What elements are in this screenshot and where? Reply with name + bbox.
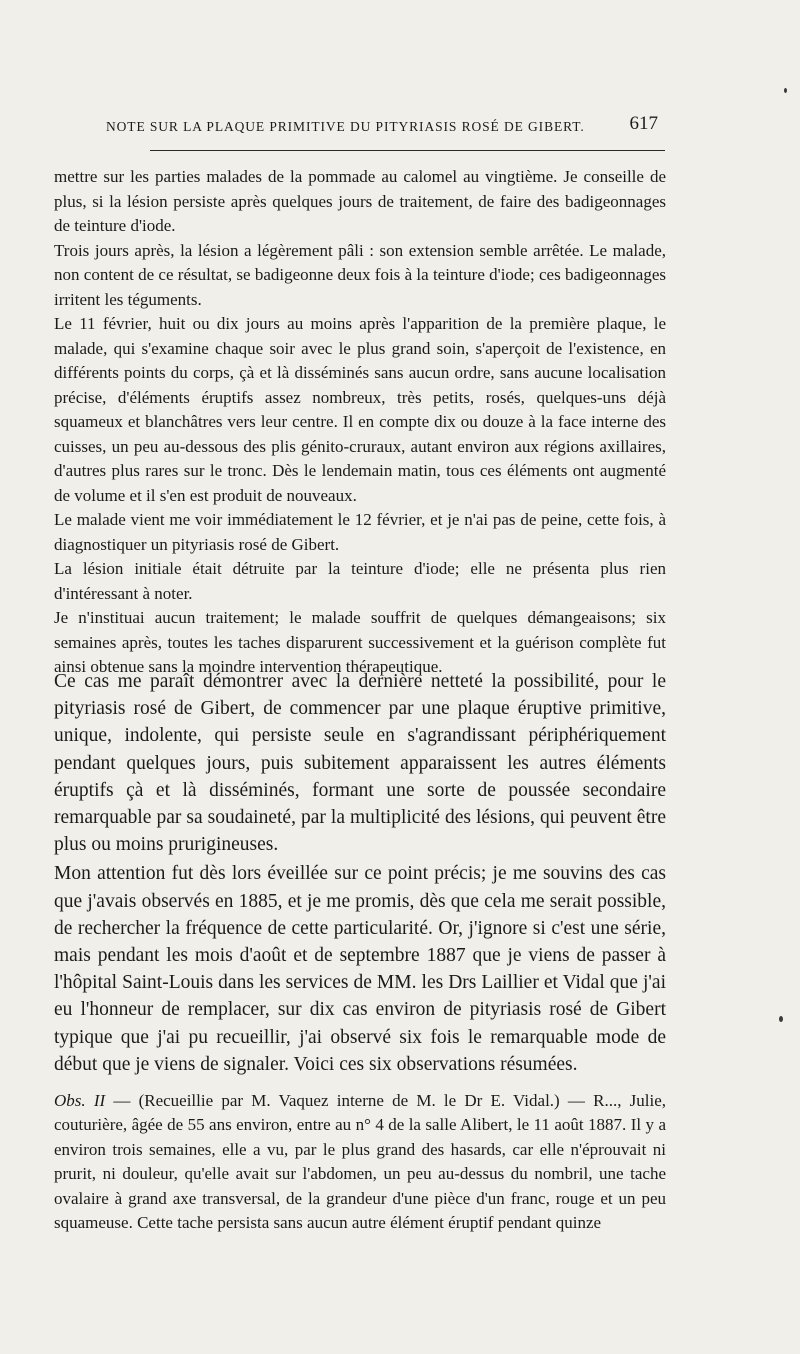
paragraph: Le 11 février, huit ou dix jours au moins après l'apparition de la première plaque, le malade, qui s'examine chaque soir avec le plus grand soin, s'aperçoit de l'existence, en différents points du corps, çà et là disséminés sans aucun ordre, sans aucune localisation précise, d'éléments éruptifs assez nombreux, très petits, rosés, quelques-uns déjà squameux et blanchâtres vers leur centre. Il en compte dix ou douze à la face interne des cuisses, un peu au-dessous des plis génito-cruraux, autant environ aux régions axillaires, d'autres plus rares sur le tronc. Dès le lendemain matin, tous ces éléments ont augmenté de volume et il s'en est produit de nouveaux. [54,314,666,505]
paragraph: mettre sur les parties malades de la pommade au calomel au vingtième. Je conseille de plus, si la lésion persiste après quelques jours de traitement, de faire des badigeonnages de teinture d'iode. [54,167,666,235]
ink-speck [784,88,787,93]
observation-block [54,1089,666,1235]
ink-speck [779,1016,783,1022]
paragraph: La lésion initiale était détruite par la teinture d'iode; elle ne présenta plus rien d'intéressant à noter. [54,559,666,603]
observation-paragraph [54,1089,666,1235]
paragraph: Ce cas me paraît démontrer avec la dernière netteté la possibilité, pour le pityriasis rosé de Gibert, de commencer par une plaque éruptive primitive, unique, indolente, qui persiste seule en s'agrandissant périphériquement pendant quelques jours, puis subitement apparaissent les autres éléments éruptifs çà et là disséminés, formant une sorte de poussée secondaire remarquable par sa soudaineté, par la multiplicité des lésions, qui peuvent être plus ou moins prurigineuses. [54,671,666,856]
paragraph: Trois jours après, la lésion a légèrement pâli : son extension semble arrêtée. Le malade, non content de ce résultat, se badigeonne deux fois à la teinture d'iode; ces badigeonnages irritent les téguments. [54,240,666,309]
observation-text: — (Recueillie par M. Vaquez interne de M. le Dr E. Vidal.) — R..., Julie, couturière, âgée de 55 ans environ, entre au n° 4 de la salle Alibert, le 11 août 1887. Il y a environ trois semaines, elle a vu, par le plus grand des hasards, car elle n'éprouvait ni prurit, ni douleur, qu'elle avait sur l'abdomen, un peu au-dessus du nombril, une tache ovalaire à grand axe transversal, de la grandeur d'une pièce d'un franc, rouge et un peu squameuse. Cette tache persista sans aucun autre élément éruptif pendant quinze [54,1091,666,1233]
running-title: NOTE SUR LA PLAQUE PRIMITIVE DU PITYRIASIS ROSÉ DE GIBERT. [106,119,585,134]
observation-label: Obs. II [54,1091,106,1110]
paragraph: Mon attention fut dès lors éveillée sur ce point précis; je me souvins des cas que j'avais observés en 1885, et je me promis, dès que cela me serait possible, de rechercher la fréquence de cette particularité. Or, j'ignore si c'est une série, mais pendant les mois d'août et de septembre 1887 que je viens de passer à l'hôpital Saint-Louis dans les services de MM. les Drs Laillier et Vidal que j'ai eu l'honneur de remplacer, sur dix cas environ de pityriasis rosé de Gibert typique que j'ai pu recueillir, j'ai observé six fois le remarquable mode de début que je viens de signaler. Voici ces six observations résumées. [54,863,666,1075]
page-number: 617 [629,113,658,134]
small-text-block [54,165,666,680]
running-header [106,113,666,139]
header-rule [150,150,665,151]
paragraph: Le malade vient me voir immédiatement le 12 février, et je n'ai pas de peine, cette fois, à diagnostiquer un pityriasis rosé de Gibert. [54,510,666,554]
paragraph: Je n'instituai aucun traitement; le malade souffrit de quelques démangeaisons; six semaines après, toutes les taches disparurent successivement et la guérison complète fut ainsi obtenue sans la moindre intervention thérapeutique. [54,608,666,676]
large-text-block [54,668,666,1078]
